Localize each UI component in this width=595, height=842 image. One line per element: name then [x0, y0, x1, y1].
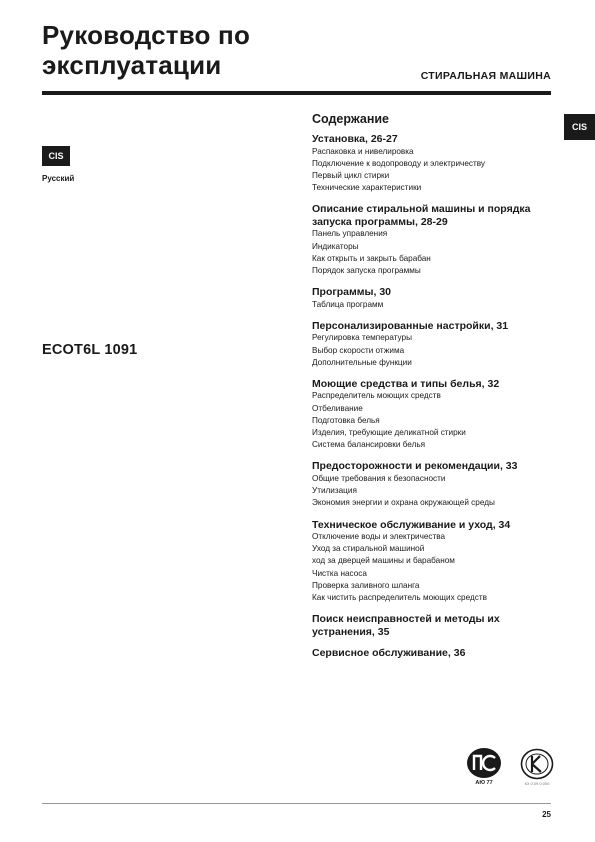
toc-item: Изделия, требующие деликатной стирки	[312, 428, 466, 438]
toc-section-title: Поиск неисправностей и методы их устранения, 35	[312, 613, 500, 638]
toc-section-title: Описание стиральной машины и порядка запуска программы, 28-29	[312, 203, 531, 228]
toc-item: Уход за стиральной машиной	[312, 544, 425, 554]
toc-section	[312, 460, 562, 509]
toc-item: Подготовка белья	[312, 415, 380, 425]
toc-item: Панель управления	[312, 229, 388, 239]
k-caption: КЗ 0.09 0.000	[524, 781, 550, 786]
k-certification-icon	[520, 748, 554, 780]
toc-section-title: Предосторожности и рекомендации, 33	[312, 460, 518, 473]
toc-item: Чистка насоса	[312, 568, 367, 578]
toc-heading: Содержание	[312, 112, 390, 126]
toc-section-title: Сервисное обслуживание, 36	[312, 647, 466, 660]
footer-divider	[42, 803, 551, 804]
side-tab-cis: CIS	[564, 114, 595, 140]
toc-item: Дополнительные функции	[312, 357, 412, 367]
toc-section-title: Моющие средства и типы белья, 32	[312, 377, 500, 390]
toc-section	[312, 320, 562, 369]
toc-section	[312, 203, 562, 277]
toc-section-title: Персонализированные настройки, 31	[312, 319, 509, 332]
toc-item: ход за дверцей машины и барабаном	[312, 556, 455, 566]
pct-caption: АЮ 77	[475, 780, 493, 786]
toc-section	[312, 286, 562, 311]
toc-item: Таблица программ	[312, 299, 384, 309]
toc-section-title: Техническое обслуживание и уход, 34	[312, 518, 511, 531]
toc-item: Распаковка и нивелировка	[312, 146, 414, 156]
toc-item: Проверка заливного шланга	[312, 580, 420, 590]
header-divider	[42, 91, 551, 95]
language-name: Русский	[42, 174, 75, 183]
title-line-1: Руководство по	[42, 20, 251, 50]
toc-item: Порядок запуска программы	[312, 265, 421, 275]
title-line-2: эксплуатации	[42, 50, 222, 80]
toc-section-title: Установка, 26-27	[312, 133, 398, 145]
toc-section	[312, 613, 562, 638]
toc-item: Подключение к водопроводу и электричеству	[312, 158, 485, 168]
toc-item: Регулировка температуры	[312, 333, 412, 343]
table-of-contents	[312, 112, 562, 669]
certification-logos	[462, 745, 562, 795]
toc-section	[312, 519, 562, 605]
toc-item: Отбеливание	[312, 403, 363, 413]
toc-item: Система балансировки белья	[312, 440, 426, 450]
toc-item: Первый цикл стирки	[312, 170, 390, 180]
toc-section	[312, 647, 562, 660]
toc-item: Выбор скорости отжима	[312, 345, 405, 355]
toc-item: Утилизация	[312, 486, 357, 496]
toc-item: Индикаторы	[312, 241, 359, 251]
toc-section	[312, 378, 562, 452]
product-subtitle: СТИРАЛЬНАЯ МАШИНА	[420, 70, 551, 82]
language-badge: CIS	[42, 146, 70, 166]
toc-item: Отключение воды и электричества	[312, 532, 446, 542]
toc-section	[312, 133, 562, 194]
toc-item: Как чистить распределитель моющих средств	[312, 593, 487, 603]
model-name: ECOT6L 1091	[42, 342, 138, 358]
toc-item: Распределитель моющих средств	[312, 391, 441, 401]
toc-item: Общие требования к безопасности	[312, 473, 446, 483]
toc-item: Экономия энергии и охрана окружающей среды	[312, 498, 495, 508]
toc-section-title: Программы, 30	[312, 286, 392, 299]
page-number: 25	[542, 810, 551, 819]
document-title	[42, 20, 342, 80]
toc-item: Технические характеристики	[312, 183, 422, 193]
toc-item: Как открыть и закрыть барабан	[312, 253, 431, 263]
pct-certification-icon	[466, 747, 502, 779]
toc-sections	[312, 133, 562, 660]
